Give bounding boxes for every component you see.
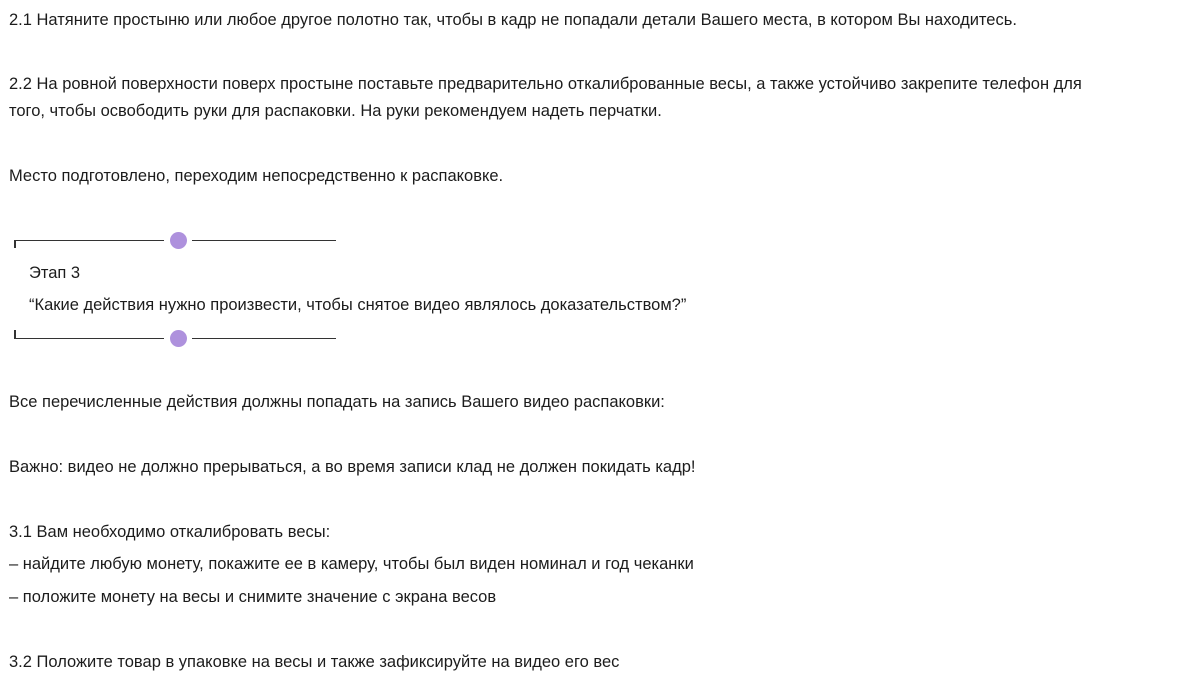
divider-line-left — [14, 338, 164, 340]
stage-label: Этап 3 — [29, 264, 81, 282]
paragraph-2-1: 2.1 Натяните простыню или любое другое полотно так, чтобы в кадр не попадали детали Вашего места, в котором Вы находитесь. — [9, 11, 1017, 29]
important-note: Важно: видео не должно прерываться, а во время записи клад не должен покидать кадр! — [9, 458, 696, 476]
paragraph-2-2-line-2: того, чтобы освободить руки для распаковки. На руки рекомендуем надеть перчатки. — [9, 102, 662, 120]
stage-divider-top — [14, 230, 336, 250]
section-3-intro: Все перечисленные действия должны попадать на запись Вашего видео распаковки: — [9, 393, 665, 411]
paragraph-3-2: 3.2 Положите товар в упаковке на весы и также зафиксируйте на видео его вес — [9, 653, 620, 671]
divider-dot — [170, 330, 187, 347]
list-item-3-1-2: – положите монету на весы и снимите значение с экрана весов — [9, 588, 497, 606]
divider-dot — [170, 232, 187, 249]
stage-question: “Какие действия нужно произвести, чтобы снятое видео являлось доказательством?” — [29, 296, 687, 314]
divider-line-left — [14, 240, 164, 242]
list-item-3-1-1: – найдите любую монету, покажите ее в камеру, чтобы был виден номинал и год чеканки — [9, 555, 694, 573]
paragraph-2-2-line-1: 2.2 На ровной поверхности поверх простыне поставьте предварительно откалиброванные весы, а также устойчиво закрепите телефон для — [9, 75, 1082, 93]
divider-line-right — [192, 338, 336, 340]
stage-divider-bottom — [14, 328, 336, 348]
paragraph-3-1: 3.1 Вам необходимо откалибровать весы: — [9, 523, 331, 541]
divider-line-right — [192, 240, 336, 242]
place-ready-text: Место подготовлено, переходим непосредственно к распаковке. — [9, 167, 504, 185]
divider-tick — [14, 240, 16, 248]
